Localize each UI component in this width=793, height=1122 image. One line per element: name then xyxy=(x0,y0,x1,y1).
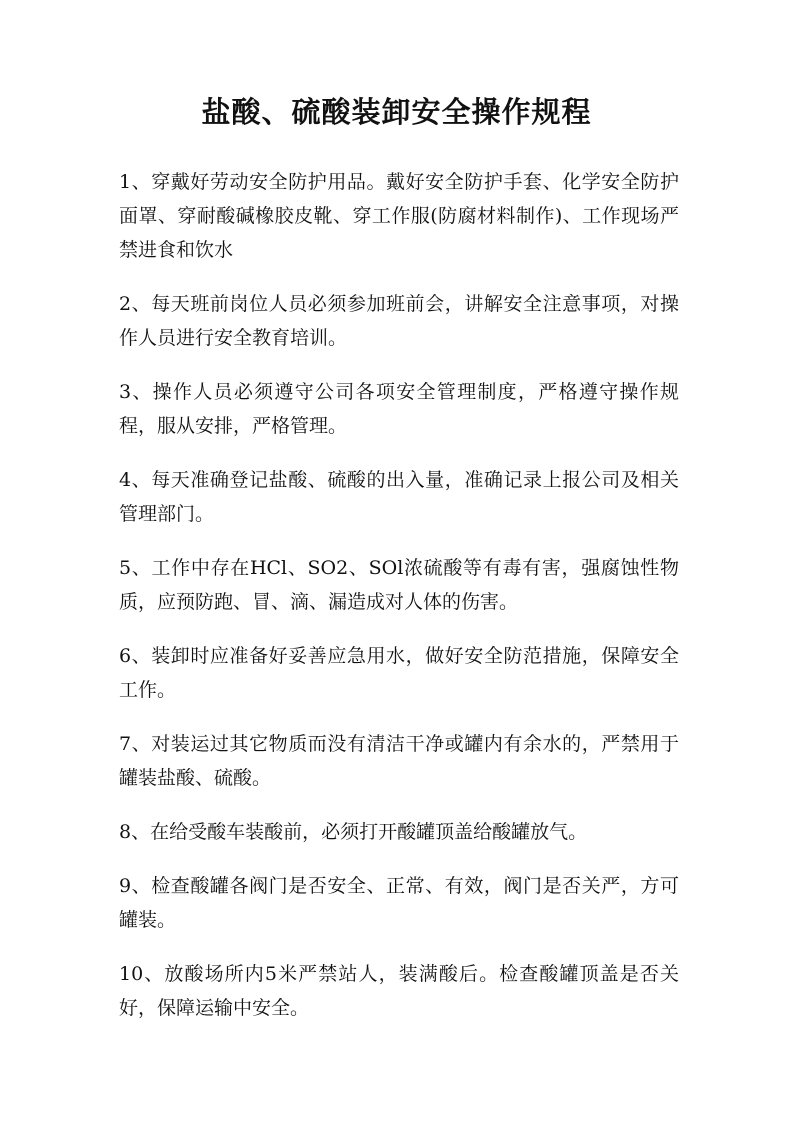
rule-item-6: 6、装卸时应准备好妥善应急用水，做好安全防范措施，保障安全工作。 xyxy=(119,645,679,701)
rule-item-9: 9、检查酸罐各阀门是否安全、正常、有效，阀门是否关严，方可罐装。 xyxy=(119,875,679,931)
rules-list xyxy=(119,165,679,1045)
rule-item-3: 3、操作人员必须遵守公司各项安全管理制度，严格遵守操作规程，服从安排，严格管理。 xyxy=(119,381,679,437)
page-title: 盐酸、硫酸装卸安全操作规程 xyxy=(201,95,592,129)
rule-item-1: 1、穿戴好劳动安全防护用品。戴好安全防护手套、化学安全防护面罩、穿耐酸碱橡胶皮靴、穿工作服(防腐材料制作)、工作现场严禁进食和饮水 xyxy=(119,171,679,261)
rule-item-10: 10、放酸场所内5米严禁站人，装满酸后。检查酸罐顶盖是否关好，保障运输中安全。 xyxy=(119,963,679,1019)
rule-item-2: 2、每天班前岗位人员必须参加班前会，讲解安全注意事项，对操作人员进行安全教育培训。 xyxy=(119,293,679,349)
rule-item-8: 8、在给受酸车装酸前，必须打开酸罐顶盖给酸罐放气。 xyxy=(119,821,588,843)
rule-item-4: 4、每天准确登记盐酸、硫酸的出入量，准确记录上报公司及相关管理部门。 xyxy=(119,469,679,525)
rule-item-7: 7、对装运过其它物质而没有清洁干净或罐内有余水的，严禁用于罐装盐酸、硫酸。 xyxy=(119,733,679,789)
rule-item-5: 5、工作中存在HCl、SO2、SOl浓硫酸等有毒有害，强腐蚀性物质，应预防跑、冒、滴、漏造成对人体的伤害。 xyxy=(119,557,679,613)
